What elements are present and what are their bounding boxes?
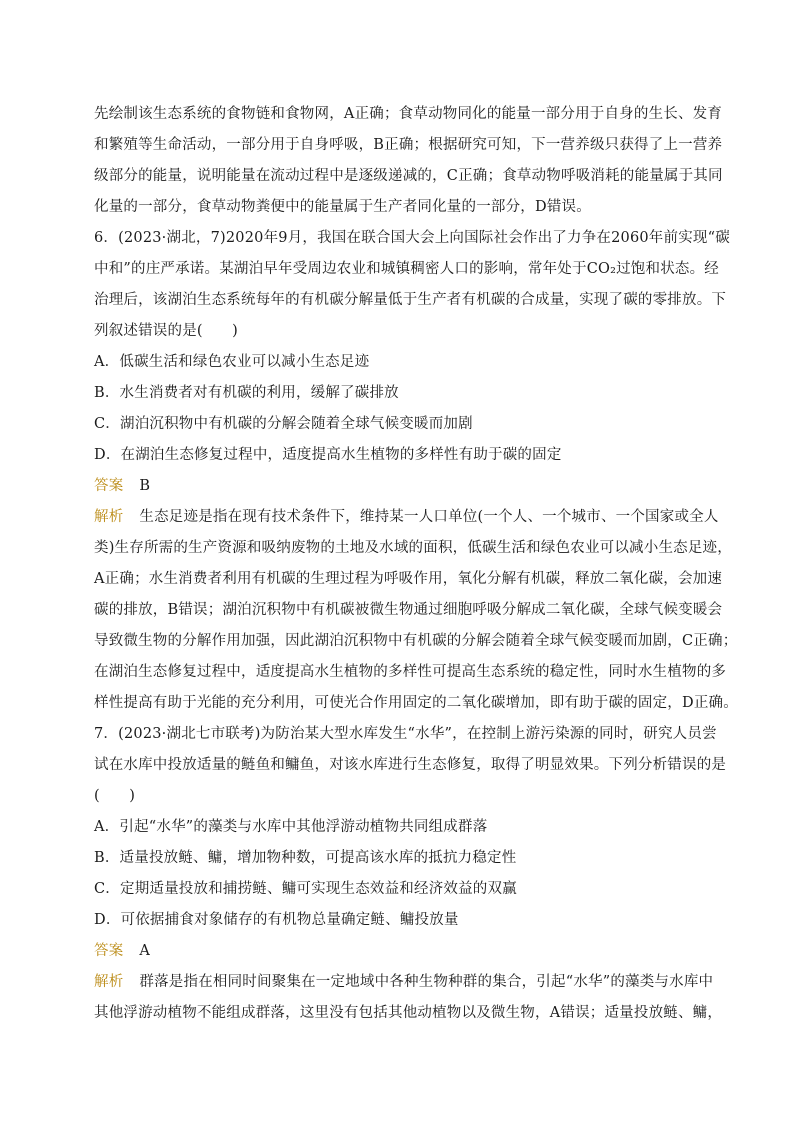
q7-stem-line: ( ) bbox=[94, 788, 136, 804]
analysis-label: 解析 bbox=[94, 974, 124, 990]
q6-analysis-line: 样性提高有助于光能的充分利用，可使光合作用固定的二氧化碳增加，即有助于碳的固定，D正确。 bbox=[94, 695, 738, 711]
answer-value: B bbox=[139, 478, 151, 494]
q7-analysis-line: 其他浮游动植物不能组成群落，这里没有包括其他动植物以及微生物，A错误；适量投放鲢、鳙， bbox=[94, 1005, 723, 1021]
q6-stem-line: 中和”的庄严承诺。某湖泊早年受周边农业和城镇稠密人口的影响，常年处于CO₂过饱和状态。经 bbox=[94, 261, 720, 277]
q6-answer-row bbox=[94, 476, 150, 496]
q7-answer-row bbox=[94, 941, 150, 961]
q7-stem-line: 7．(2023·湖北七市联考)为防治某大型水库发生“水华”，在控制上游污染源的同时，研究人员尝 bbox=[94, 726, 717, 742]
q7-stem-line: 试在水库中投放适量的鲢鱼和鳙鱼，对该水库进行生态修复，取得了明显效果。下列分析错误的是 bbox=[94, 757, 727, 773]
intro-line: 化量的一部分，食草动物粪便中的能量属于生产者同化量的一部分，D错误。 bbox=[94, 199, 591, 215]
q6-stem-line: 治理后，该湖泊生态系统每年的有机碳分解量低于生产者有机碳的合成量，实现了碳的零排放。下 bbox=[94, 292, 727, 308]
q6-stem-line: 列叙述错误的是( ) bbox=[94, 323, 239, 339]
intro-line: 和繁殖等生命活动，一部分用于自身呼吸，B正确；根据研究可知，下一营养级只获得了上一营养 bbox=[94, 137, 723, 153]
q7-option-b: B．适量投放鲢、鳙，增加物种数，可提高该水库的抵抗力稳定性 bbox=[94, 850, 517, 866]
q7-option-a: A．引起“水华”的藻类与水库中其他浮游动植物共同组成群落 bbox=[94, 819, 488, 835]
q6-analysis-line: 导致微生物的分解作用加强，因此湖泊沉积物中有机碳的分解会随着全球气候变暖而加剧，C正确； bbox=[94, 633, 738, 649]
answer-value: A bbox=[139, 943, 151, 959]
intro-line: 先绘制该生态系统的食物链和食物网，A正确；食草动物同化的能量一部分用于自身的生长、发育 bbox=[94, 106, 723, 122]
q6-option-c: C．湖泊沉积物中有机碳的分解会随着全球气候变暖而加剧 bbox=[94, 416, 473, 432]
analysis-text: 生态足迹是指在现有技术条件下，维持某一人口单位(一个人、一个城市、一个国家或全人 bbox=[139, 509, 719, 525]
answer-label: 答案 bbox=[94, 943, 124, 959]
intro-line: 级部分的能量，说明能量在流动过程中是逐级递减的，C正确；食草动物呼吸消耗的能量属于其同 bbox=[94, 168, 723, 184]
answer-label: 答案 bbox=[94, 478, 124, 494]
q7-analysis-line bbox=[94, 972, 713, 992]
q6-analysis-line: 在湖泊生态修复过程中，适度提高水生植物的多样性可提高生态系统的稳定性，同时水生植物的多 bbox=[94, 664, 727, 680]
q6-analysis-line bbox=[94, 507, 719, 527]
analysis-text: 群落是指在相同时间聚集在一定地域中各种生物种群的集合，引起“水华”的藻类与水库中 bbox=[139, 974, 714, 990]
analysis-label: 解析 bbox=[94, 509, 124, 525]
q6-analysis-line: 类)生存所需的生产资源和吸纳废物的土地及水域的面积，低碳生活和绿色农业可以减小生态足迹， bbox=[94, 540, 732, 556]
q6-analysis-line: A正确；水生消费者利用有机碳的生理过程为呼吸作用，氧化分解有机碳，释放二氧化碳，会加速 bbox=[94, 571, 723, 587]
q6-option-d: D．在湖泊生态修复过程中，适度提高水生植物的多样性有助于碳的固定 bbox=[94, 447, 562, 463]
q6-option-a: A．低碳生活和绿色农业可以减小生态足迹 bbox=[94, 354, 370, 370]
q6-analysis-line: 碳的排放，B错误；湖泊沉积物中有机碳被微生物通过细胞呼吸分解成二氧化碳，全球气候变暖会 bbox=[94, 602, 723, 618]
q7-option-d: D．可依据捕食对象储存的有机物总量确定鲢、鳙投放量 bbox=[94, 912, 459, 928]
q7-option-c: C．定期适量投放和捕捞鲢、鳙可实现生态效益和经济效益的双赢 bbox=[94, 881, 517, 897]
q6-option-b: B．水生消费者对有机碳的利用，缓解了碳排放 bbox=[94, 385, 399, 401]
q6-stem-line: 6．(2023·湖北，7)2020年9月，我国在联合国大会上向国际社会作出了力争在2060年前实现“碳 bbox=[94, 230, 730, 246]
